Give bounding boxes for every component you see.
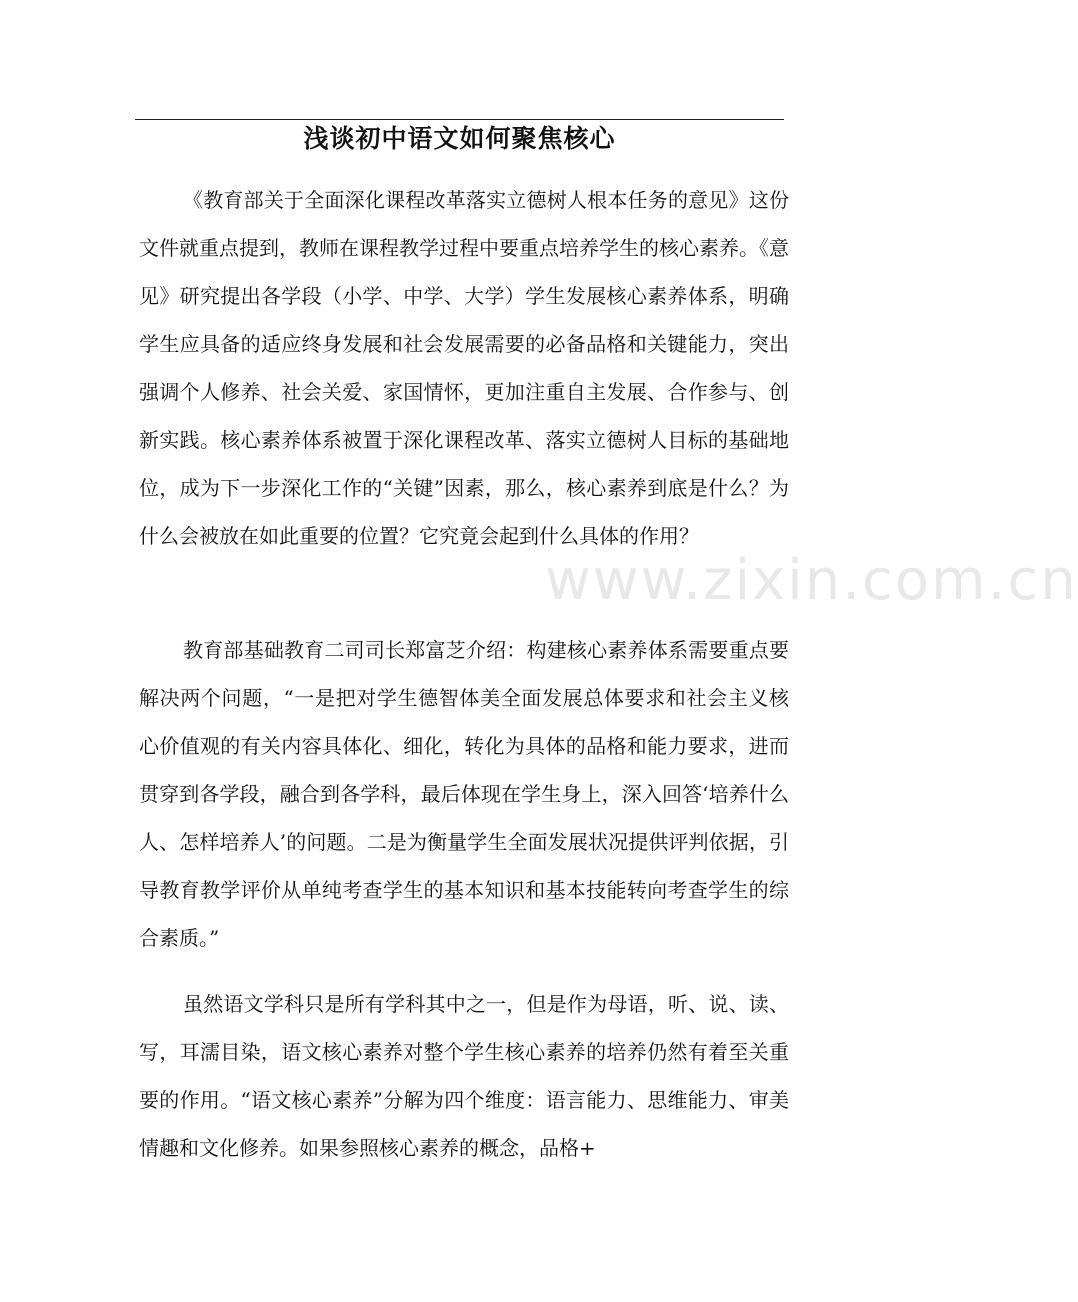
document-title: 浅谈初中语文如何聚焦核心 <box>303 124 616 153</box>
header-rule <box>135 119 784 120</box>
paragraph-3: 虽然语文学科只是所有学科其中之一，但是作为母语，听、说、读、写，耳濡目染，语文核心素养对整个学生核心素养的培养仍然有着至关重要的作用。“语文核心素养”分解为四个维度：语言能力、思维能力、审美情趣和文化修养。如果参照核心素养的概念，品格+ <box>139 992 789 1160</box>
paragraph-1: 《教育部关于全面深化课程改革落实立德树人根本任务的意见》这份文件就重点提到，教师在课程教学过程中要重点培养学生的核心素养。《意见》研究提出各学段（小学、中学、大学）学生发展核心素养体系，明确学生应具备的适应终身发展和社会发展需要的必备品格和关键能力，突出强调个人修养、社会关爱、家国情怀，更加注重自主发展、合作参与、创新实践。核心素养体系被置于深化课程改革、落实立德树人目标的基础地位，成为下一步深化工作的“关键”因素，那么，核心素养到底是什么？为什么会被放在如此重要的位置？它究竟会起到什么具体的作用？ <box>139 188 789 548</box>
paragraph-2: 教育部基础教育二司司长郑富芝介绍：构建核心素养体系需要重点要解决两个问题，“一是把对学生德智体美全面发展总体要求和社会主义核心价值观的有关内容具体化、细化，转化为具体的品格和能力要求，进而贯穿到各学段，融合到各学科，最后体现在学生身上，深入回答‘培养什么人、怎样培养人’的问题。二是为衡量学生全面发展状况提供评判依据，引导教育教学评价从单纯考查学生的基本知识和基本技能转向考查学生的综合素质。” <box>139 638 789 950</box>
watermark: www.zixin.com.cn <box>545 548 1078 613</box>
